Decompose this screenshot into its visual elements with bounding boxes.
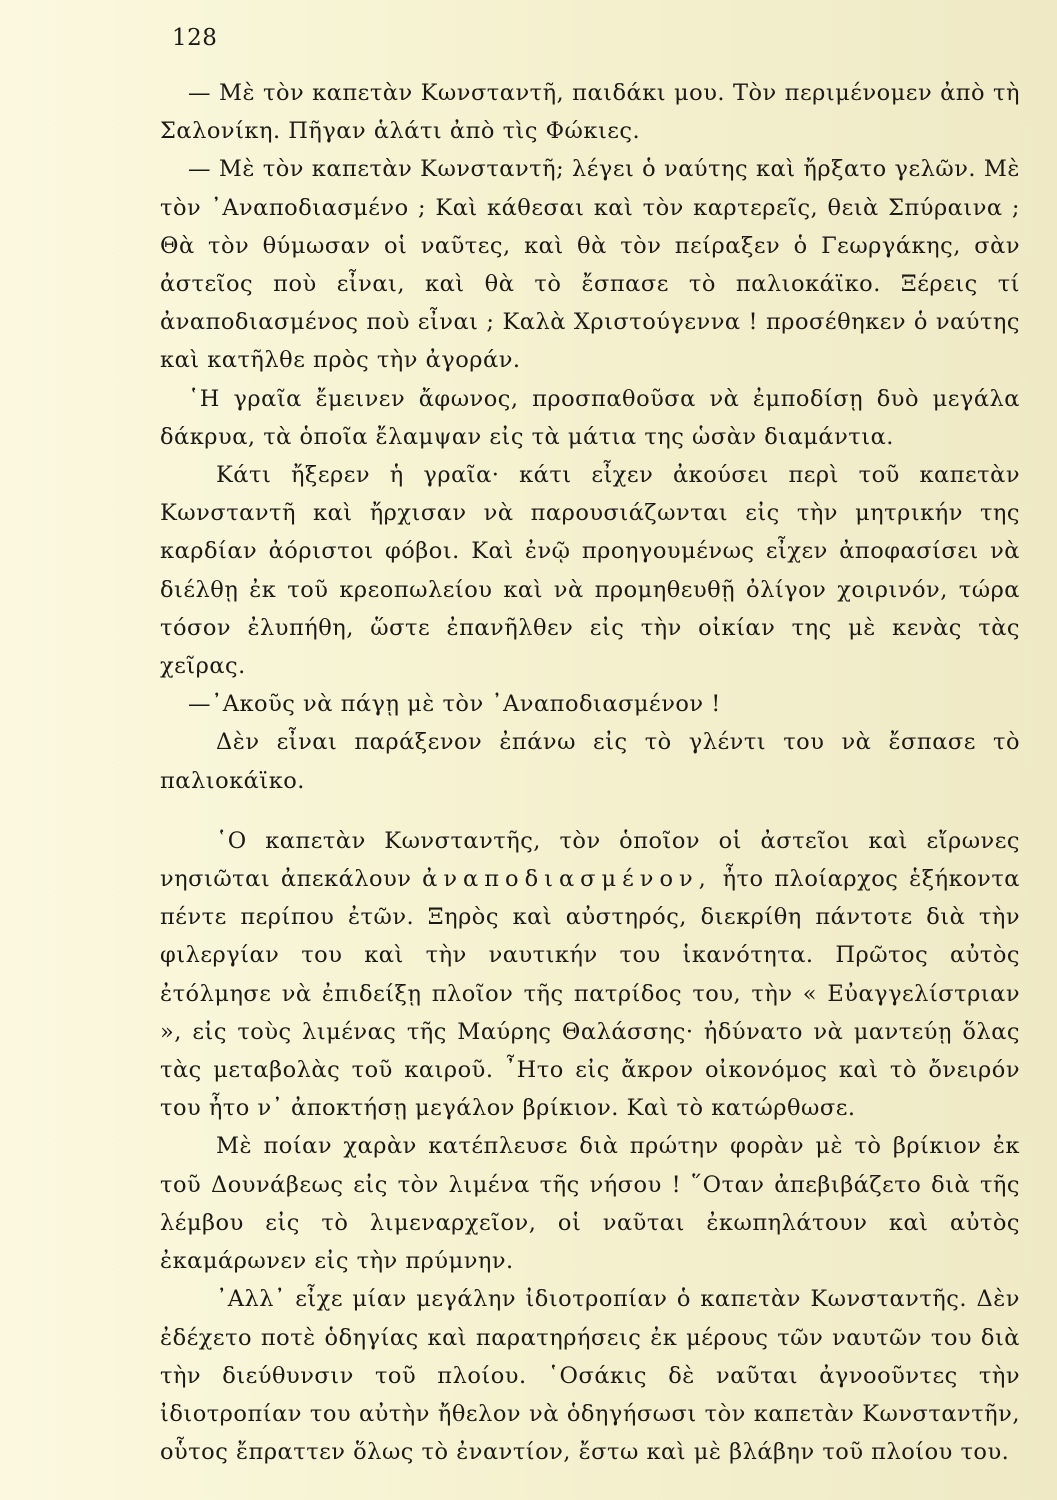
page-number: 128 bbox=[172, 25, 218, 51]
paragraph-captain-quirk: ᾿Αλλ᾿ εἶχε μίαν μεγάλην ἰδιοτροπίαν ὁ καπετὰν Κωνσταντῆς. Δὲν ἐδέχετο ποτὲ ὁδηγίας καὶ παρατηρήσεις ἐκ μέρους τῶν ναυτῶν του διὰ τὴν διεύθυνσιν τοῦ πλοίου. ῾Οσάκις δὲ ναῦται ἀγνοοῦντες τὴν ἰδιοτροπίαν του αὐτὴν ἤθελον νὰ ὁδηγήσωσι τὸν καπετὰν Κωνσταντῆν, οὗτος ἔπραττεν ὅλως τὸ ἐναντίον, ἔστω καὶ μὲ βλάβην τοῦ πλοίου του. bbox=[160, 1286, 1020, 1466]
paragraph-captain-intro bbox=[160, 822, 1020, 1128]
paragraph-exclamation: —᾿Ακοῦς νὰ πάγῃ μὲ τὸν ᾿Αναποδιασμένον ! bbox=[188, 691, 721, 718]
paragraph-dialogue-2: — Μὲ τὸν καπετὰν Κωνσταντῆ; λέγει ὁ ναύτης καὶ ἤρξατο γελῶν. Μὲ τὸν ᾿Αναποδιασμένο ; Καὶ κάθεσαι καὶ τὸν καρτερεῖς, θειὰ Σπύραινα ; Θὰ τὸν θύμωσαν οἱ ναῦτες, καὶ θὰ τὸν πείραξεν ὁ Γεωργάκης, σὰν ἀστεῖος ποὺ εἶναι, καὶ θὰ τὸ ἔσπασε τὸ παλιοκάϊκο. Ξέρεις τί ἀναποδιασμένος ποὺ εἶναι ; Καλὰ Χριστούγεννα ! προσέθηκεν ὁ ναύτης καὶ κατῆλθε πρὸς τὴν ἀγοράν. bbox=[160, 156, 1020, 374]
paragraph-wondering: Δὲν εἶναι παράξενον ἐπάνω εἰς τὸ γλέντι του νὰ ἔσπασε τὸ παλιοκάϊκο. bbox=[160, 729, 1020, 794]
captain-intro-start: ῾Ο καπετὰν Κωνσταντῆς, τὸν ὁποῖον οἱ ἀστεῖοι καὶ εἴρωνες νησιῶται ἀπεκάλουν bbox=[160, 827, 1020, 893]
captain-intro-rest: ἦτο πλοίαρχος ἑξήκοντα πέντε περίπου ἐτῶν. Ξηρὸς καὶ αὐστηρός, διεκρίθη πάντοτε διὰ τὴν φιλεργίαν του καὶ τὴν ναυτικήν του ἱκανότητα. Πρῶτος αὐτὸς ἐτόλμησε νὰ ἐπιδείξῃ πλοῖον τῆς πατρίδος του, τὴν « Εὐαγγελίστριαν », εἰς τοὺς λιμένας τῆς Μαύρης Θαλάσσης· ἠδύνατο νὰ μαντεύῃ ὅλας τὰς μεταβολὰς τοῦ καιροῦ. ῏Ητο εἰς ἄκρον οἰκονόμος καὶ τὸ ὄνειρόν του ἦτο ν᾿ ἀποκτήσῃ μεγάλον βρίκιον. Καὶ τὸ κατώρθωσε. bbox=[160, 866, 1020, 1122]
paragraph-old-woman-fears: Κάτι ἤξερεν ἡ γραῖα· κάτι εἶχεν ἀκούσει περὶ τοῦ καπετὰν Κωνσταντῆ καὶ ἤρχισαν νὰ παρουσιάζωνται εἰς τὴν μητρικήν της καρδίαν ἀόριστοι φόβοι. Καὶ ἐνῷ προηγουμένως εἶχεν ἀποφασίσει νὰ διέλθῃ ἐκ τοῦ κρεοπωλείου καὶ νὰ προμηθευθῇ ὀλίγον χοιρινόν, τώρα τόσον ἐλυπήθη, ὥστε ἐπανῆλθεν εἰς τὴν οἰκίαν της μὲ κενὰς τὰς χεῖρας. bbox=[160, 462, 1020, 680]
paragraph-old-woman-silent: ῾Η γραῖα ἔμεινεν ἄφωνος, προσπαθοῦσα νὰ ἐμποδίσῃ δυὸ μεγάλα δάκρυα, τὰ ὁποῖα ἔλαμψαν εἰς τὰ μάτια της ὡσὰν διαμάντια. bbox=[160, 385, 1020, 450]
paragraph-brig-arrival: Μὲ ποίαν χαρὰν κατέπλευσε διὰ πρώτην φορὰν μὲ τὸ βρίκιον ἐκ τοῦ Δουνάβεως εἰς τὸν λιμένα τῆς νήσου ! ῞Οταν ἀπεβιβάζετο διὰ τῆς λέμβου εἰς τὸ λιμεναρχεῖον, οἱ ναῦται ἐκωπηλάτουν καὶ αὐτὸς ἐκαμάρωνεν εἰς τὴν πρύμνην. bbox=[160, 1133, 1020, 1275]
paragraph-dialogue-1: — Μὲ τὸν καπετὰν Κωνσταντῆ, παιδάκι μου. Τὸν περιμένομεν ἀπὸ τὴ Σαλονίκη. Πῆγαν ἁλάτι ἀπὸ τὶς Φώκιες. bbox=[160, 80, 1020, 145]
body-text bbox=[160, 74, 1020, 1471]
nickname-spaced: ἀναποδιασμένον, bbox=[422, 866, 712, 893]
